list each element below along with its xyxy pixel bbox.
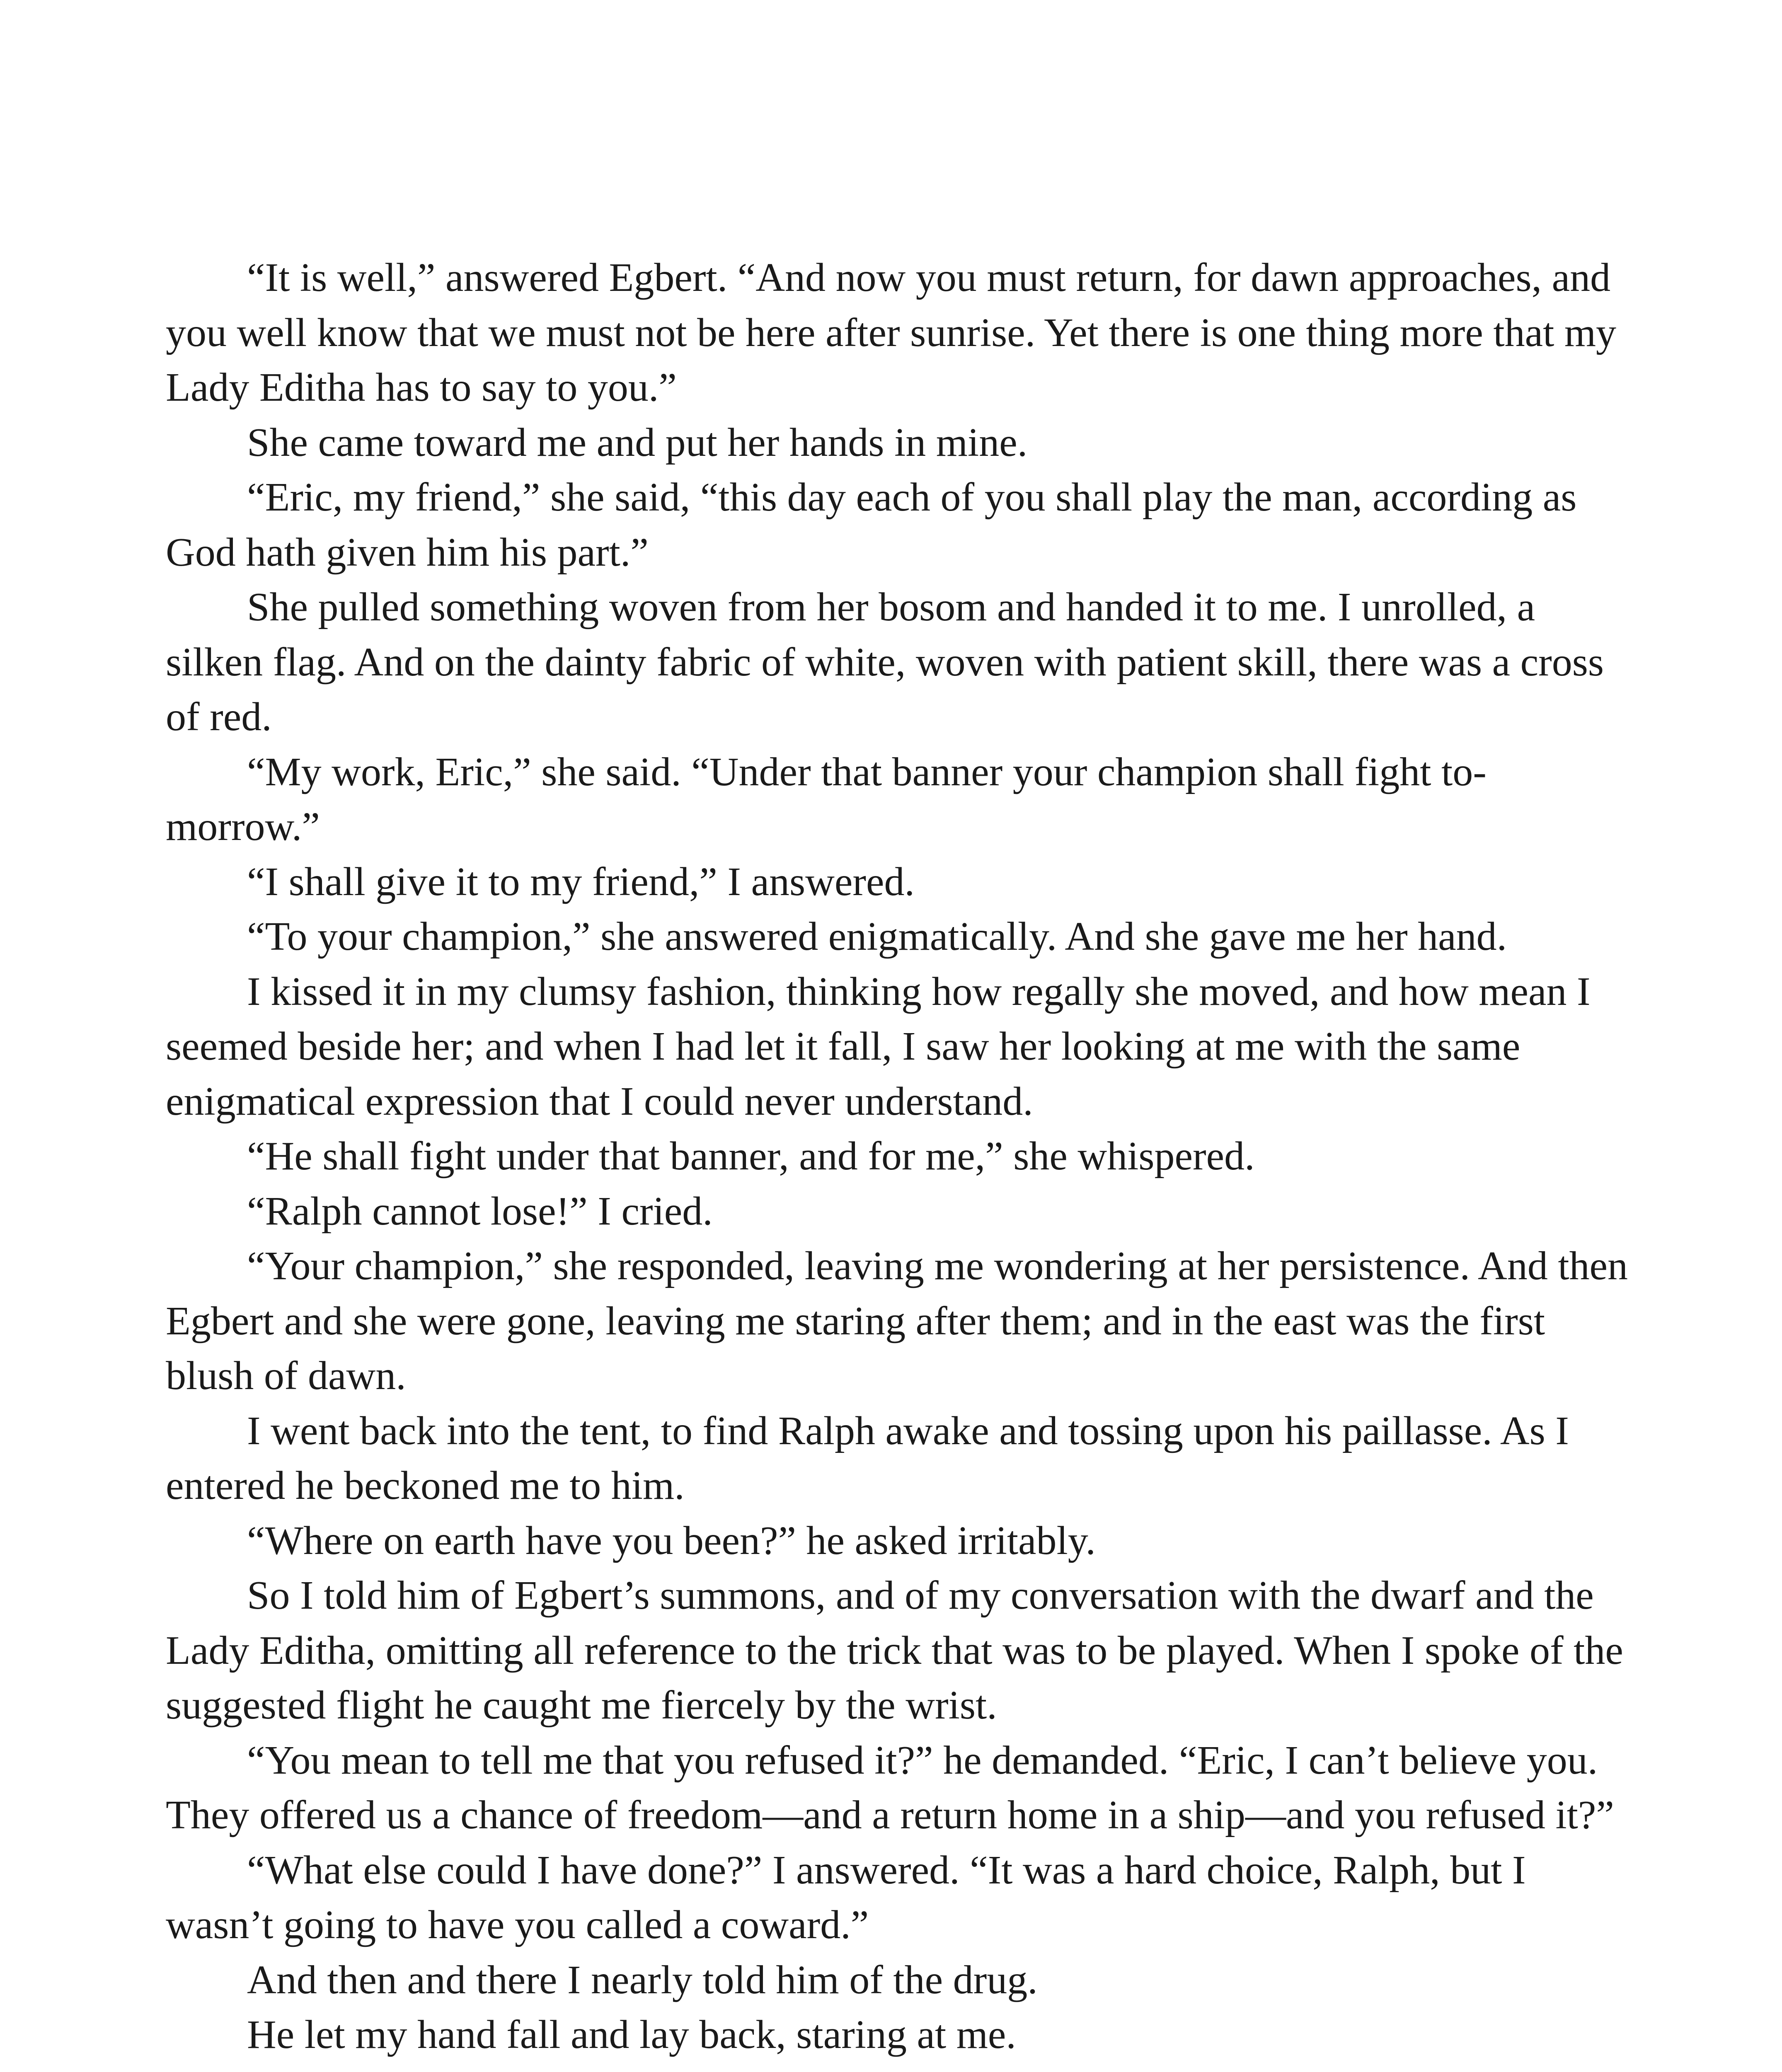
paragraph: “You mean to tell me that you refused it?” he demanded. “Eric, I can’t believe you. They offered us a chance of freedom—and a return home in a ship—and you refused it?” xyxy=(166,1738,1614,1837)
body-text xyxy=(166,250,1629,2062)
paragraph: “What else could I have done?” I answered. “It was a hard choice, Ralph, but I wasn’t going to have you called a coward.” xyxy=(166,1847,1526,1947)
paragraph: “My work, Eric,” she said. “Under that banner your champion shall fight to-morrow.” xyxy=(166,749,1487,849)
paragraph: “It is well,” answered Egbert. “And now you must return, for dawn approaches, and you well know that we must not be here after sunrise. Yet there is one thing more that my Lady Editha has to say to you.” xyxy=(166,255,1617,410)
paragraph: So I told him of Egbert’s summons, and of my conversation with the dwarf and the Lady Editha, omitting all reference to the trick that was to be played. When I spoke of the suggested flight he caught me fiercely by the wrist. xyxy=(166,1573,1623,1728)
paragraph: “Ralph cannot lose!” I cried. xyxy=(247,1188,713,1234)
paragraph: I kissed it in my clumsy fashion, thinking how regally she moved, and how mean I seemed beside her; and when I had let it fall, I saw her looking at me with the same enigmatical expression that I could never understand. xyxy=(166,969,1591,1124)
paragraph: She pulled something woven from her bosom and handed it to me. I unrolled, a silken flag. And on the dainty fabric of white, woven with patient skill, there was a cross of red. xyxy=(166,585,1604,739)
paragraph: “He shall fight under that banner, and for me,” she whispered. xyxy=(247,1134,1255,1179)
paragraph: She came toward me and put her hands in mine. xyxy=(247,420,1028,465)
paragraph: “Eric, my friend,” she said, “this day each of you shall play the man, according as God hath given him his part.” xyxy=(166,475,1577,575)
paragraph: “To your champion,” she answered enigmatically. And she gave me her hand. xyxy=(247,914,1507,959)
paragraph: And then and there I nearly told him of the drug. xyxy=(247,1957,1038,2002)
paragraph: I went back into the tent, to find Ralph awake and tossing upon his paillasse. As I entered he beckoned me to him. xyxy=(166,1408,1569,1508)
paragraph: He let my hand fall and lay back, staring at me. xyxy=(247,2012,1016,2057)
paragraph: “I shall give it to my friend,” I answered. xyxy=(247,859,915,904)
paragraph: “Where on earth have you been?” he asked irritably. xyxy=(247,1518,1096,1563)
paragraph: “Your champion,” she responded, leaving me wondering at her persistence. And then Egbert and she were gone, leaving me staring after them; and in the east was the first blush of dawn. xyxy=(166,1244,1628,1398)
